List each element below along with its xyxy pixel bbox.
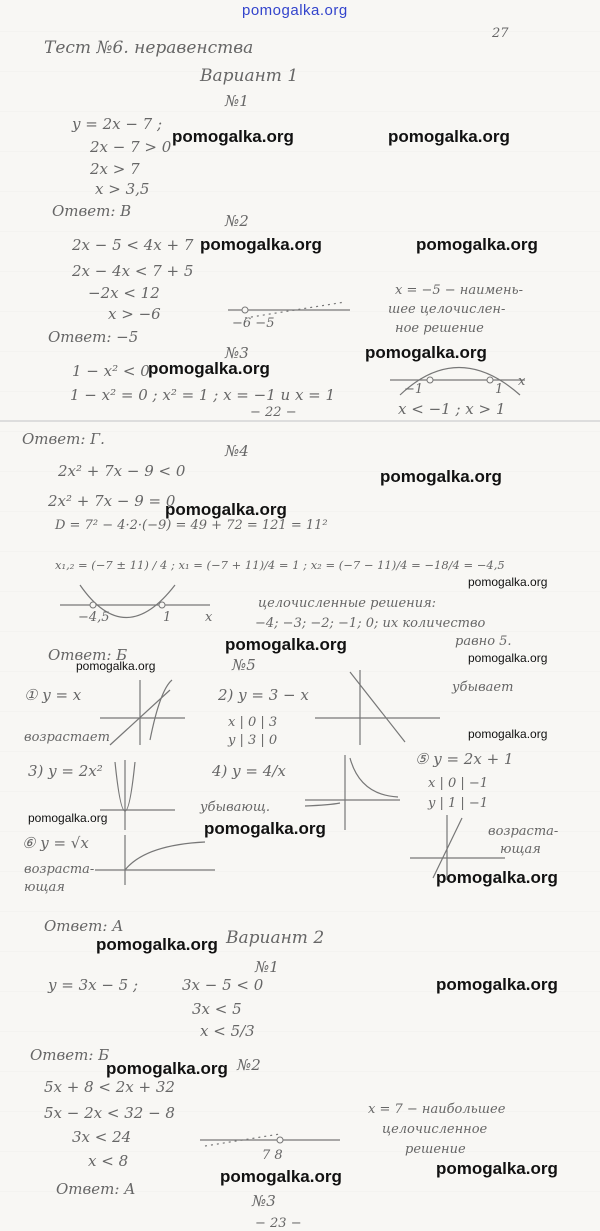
v2-task-2-axis-labels: 7 8 <box>262 1148 283 1163</box>
task-1-number: №1 <box>225 92 249 110</box>
task-4-number: №4 <box>225 442 249 460</box>
watermark: pomogalka.org <box>28 811 108 825</box>
v2-task-1-line-2: 3x − 5 < 0 <box>182 976 264 994</box>
task-3-answer: Ответ: Г. <box>22 430 105 448</box>
task-2-axis-labels: −6 −5 <box>232 316 275 331</box>
watermark: pomogalka.org <box>436 868 558 887</box>
task-4-note-3: равно 5. <box>455 634 512 649</box>
v2-task-2-line-1: 5x + 8 < 2x + 32 <box>44 1078 175 1096</box>
watermark: pomogalka.org <box>148 359 270 378</box>
task-1-line-3: 2x > 7 <box>90 160 140 178</box>
task-4-note-2: −4; −3; −2; −1; 0; их количество <box>255 616 486 631</box>
number-line-v2-t2 <box>200 1134 340 1146</box>
variant-2-title: Вариант 2 <box>226 928 325 948</box>
graph-5-table-row-1: x | 0 | −1 <box>428 776 489 791</box>
watermark: pomogalka.org <box>436 975 558 994</box>
v2-task-3-number: №3 <box>252 1192 276 1210</box>
task-2-line-4: x > −6 <box>108 305 161 323</box>
watermark: pomogalka.org <box>204 819 326 838</box>
v2-task-2-note-2: целочисленное <box>382 1122 488 1137</box>
watermark: pomogalka.org <box>76 659 156 673</box>
task-3-axis-label-a: −1 <box>404 382 424 397</box>
task-1-line-4: x > 3,5 <box>95 180 150 198</box>
watermark: pomogalka.org <box>200 235 322 254</box>
task-4-line-2: 2x² + 7x − 9 = 0 <box>48 492 176 510</box>
v2-task-1-line-4: x < 5/3 <box>200 1022 255 1040</box>
task-3-result: x < −1 ; x > 1 <box>398 400 506 418</box>
graph-y-eq-3-minus-x <box>315 670 440 745</box>
task-2-line-1: 2x − 5 < 4x + 7 <box>72 236 194 254</box>
task-4-axis-label-a: −4,5 <box>78 610 110 625</box>
v2-task-2-answer: Ответ: А <box>56 1180 136 1198</box>
v2-task-2-line-2: 5x − 2x < 32 − 8 <box>44 1104 175 1122</box>
graph-2-table-row-2: y | 3 | 0 <box>228 733 278 748</box>
task-4-axis-label-b: 1 <box>163 610 172 625</box>
task-2-note-3: ное решение <box>395 321 484 336</box>
task-5-answer: Ответ: А <box>44 917 124 935</box>
watermark: pomogalka.org <box>165 500 287 519</box>
v2-task-1-line-1: y = 3x − 5 ; <box>48 976 139 994</box>
watermark: pomogalka.org <box>416 235 538 254</box>
graph-4-note: убывающ. <box>200 800 270 815</box>
task-4-axis-label-c: x <box>205 610 213 625</box>
graph-y-eq-sqrt-x <box>95 835 215 885</box>
graph-5-note-2: ющая <box>500 842 541 857</box>
watermark: pomogalka.org <box>468 651 548 665</box>
watermark: pomogalka.org <box>225 635 347 654</box>
task-4-answer: Ответ: Б <box>48 646 128 664</box>
graph-5-table-row-2: y | 1 | −1 <box>428 796 489 811</box>
task-3-line-2: 1 − x² = 0 ; x² = 1 ; x = −1 и x = 1 <box>70 386 336 404</box>
page-number: 27 <box>492 26 509 41</box>
task-4-line-3: D = 7² − 4·2·(−9) = 49 + 72 = 121 = 11² <box>55 518 328 533</box>
graph-6-note-2: ющая <box>24 880 65 895</box>
graph-1-formula: ① y = x <box>24 686 82 704</box>
v2-task-1-answer: Ответ: Б <box>30 1046 110 1064</box>
graph-y-eq-2x2 <box>100 760 175 830</box>
task-1-line-2: 2x − 7 > 0 <box>90 138 172 156</box>
task-2-note-2: шее целочислен- <box>388 302 506 317</box>
task-2-answer: Ответ: −5 <box>48 328 139 346</box>
task-3-axis-label-c: x <box>518 374 526 389</box>
task-3-page: − 22 − <box>250 405 297 420</box>
v2-task-2-line-3: 3x < 24 <box>72 1128 132 1146</box>
task-3-line-1: 1 − x² < 0 <box>72 362 150 380</box>
watermark: pomogalka.org <box>365 343 487 362</box>
task-3-axis-label-b: 1 <box>495 382 504 397</box>
watermark: pomogalka.org <box>172 127 294 146</box>
watermark: pomogalka.org <box>388 127 510 146</box>
variant-1-title: Вариант 1 <box>200 66 299 86</box>
graph-6-formula: ⑥ y = √x <box>22 834 89 852</box>
watermark: pomogalka.org <box>220 1167 342 1186</box>
v2-task-2-number: №2 <box>237 1056 261 1074</box>
task-2-line-3: −2x < 12 <box>88 284 160 302</box>
watermark: pomogalka.org <box>468 727 548 741</box>
task-4-note-1: целочисленные решения: <box>258 596 437 611</box>
task-1-line-1: y = 2x − 7 ; <box>72 115 163 133</box>
watermark-top: pomogalka.org <box>242 2 348 19</box>
graph-5-note-1: возраста- <box>488 824 559 839</box>
graph-6-note-1: возраста- <box>24 862 95 877</box>
v2-task-2-note-1: x = 7 − наибольшее <box>368 1102 506 1117</box>
graph-2-formula: 2) y = 3 − x <box>218 686 309 704</box>
task-2-line-2: 2x − 4x < 7 + 5 <box>72 262 194 280</box>
graph-1-note: возрастает <box>24 730 110 745</box>
task-3-number: №3 <box>225 344 249 362</box>
task-4-line-1: 2x² + 7x − 9 < 0 <box>58 462 186 480</box>
graph-5-formula: ⑤ y = 2x + 1 <box>415 750 514 768</box>
graph-2-table-row-1: x | 0 | 3 <box>228 715 278 730</box>
task-2-note-1: x = −5 − наимень- <box>395 283 524 298</box>
graph-y-eq-x <box>100 680 185 745</box>
watermark: pomogalka.org <box>436 1159 558 1178</box>
v2-task-2-note-3: решение <box>405 1142 466 1157</box>
task-5-number: №5 <box>232 656 256 674</box>
v2-task-1-line-3: 3x < 5 <box>192 1000 242 1018</box>
task-4-line-4: x₁,₂ = (−7 ± 11) / 4 ; x₁ = (−7 + 11)/4 = 1 ; x₂ = (−7 − 11)/4 = −18/4 = −4,5 <box>55 558 505 572</box>
v2-task-3-page: − 23 − <box>255 1216 302 1231</box>
graph-2-note: убывает <box>452 680 514 695</box>
watermark: pomogalka.org <box>96 935 218 954</box>
graph-4-formula: 4) y = 4/x <box>212 762 286 780</box>
watermark: pomogalka.org <box>106 1059 228 1078</box>
graph-3-formula: 3) y = 2x² <box>28 762 103 780</box>
watermark: pomogalka.org <box>380 467 502 486</box>
v2-task-2-line-4: x < 8 <box>88 1152 129 1170</box>
task-1-answer: Ответ: В <box>52 202 132 220</box>
test-title: Тест №6. неравенства <box>44 38 254 58</box>
watermark: pomogalka.org <box>468 575 548 589</box>
v2-task-1-number: №1 <box>255 958 279 976</box>
task-2-number: №2 <box>225 212 249 230</box>
